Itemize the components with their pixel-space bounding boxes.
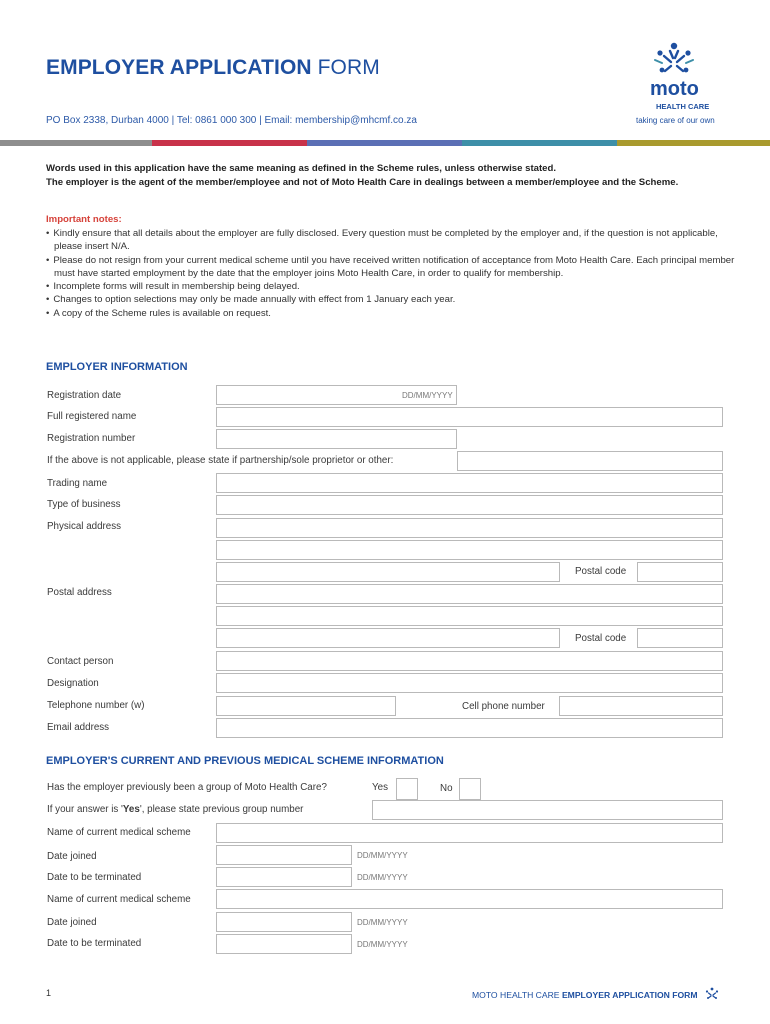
cell-phone-field[interactable]	[559, 696, 723, 716]
registration-number-label: Registration number	[47, 433, 136, 444]
intro-text: Words used in this application have the same meaning as defined in the Scheme rules, unless otherwise stated. The employer is the agent of the member/employee and not of Moto Health Care in dealings between a member/employee and the Scheme.	[46, 163, 679, 188]
logo-subbrand: HEALTH CARE	[656, 102, 710, 111]
physical-address-line-2[interactable]	[216, 540, 723, 560]
entity-type-field[interactable]	[457, 451, 723, 471]
footer-title: MOTO HEALTH CARE EMPLOYER APPLICATION FORM	[472, 987, 720, 1001]
full-name-label: Full registered name	[47, 411, 137, 422]
moto-logo-icon	[640, 40, 740, 80]
current-scheme-field-2[interactable]	[216, 889, 723, 909]
previous-group-no-checkbox[interactable]	[459, 778, 481, 800]
postal-address-label: Postal address	[47, 587, 112, 598]
date-terminated-label-1: Date to be terminated	[47, 872, 142, 883]
note-item: • A copy of the Scheme rules is available on request.	[46, 307, 736, 320]
previous-group-number-label: If your answer is 'Yes', please state previous group number	[47, 804, 304, 815]
date-joined-field-2[interactable]	[216, 912, 352, 932]
date-terminated-field-2[interactable]	[216, 934, 352, 954]
registration-date-hint: DD/MM/YYYY	[402, 391, 453, 400]
color-bar-blue	[307, 140, 462, 146]
date-terminated-label-2: Date to be terminated	[47, 938, 142, 949]
date-joined-label-1: Date joined	[47, 851, 97, 862]
contact-person-field[interactable]	[216, 651, 723, 671]
important-notes-heading: Important notes:	[46, 214, 122, 225]
yes-label: Yes	[372, 782, 388, 793]
registration-date-label: Registration date	[47, 390, 122, 401]
designation-label: Designation	[47, 678, 99, 689]
physical-address-line-3[interactable]	[216, 562, 560, 582]
physical-address-label: Physical address	[47, 521, 122, 532]
type-of-business-field[interactable]	[216, 495, 723, 515]
color-bar-teal	[462, 140, 617, 146]
note-item: • Incomplete forms will result in membership being delayed.	[46, 280, 736, 293]
type-of-business-label: Type of business	[47, 499, 121, 510]
page-number: 1	[46, 988, 52, 998]
note-item: • Please do not resign from your current medical scheme until you have received written notification of acceptance from Moto Health Care. Each principal member must have started employment by the date that the employer joins Moto Health Care, in order to qualify for membership.	[46, 254, 736, 281]
date-terminated-hint-2: DD/MM/YYYY	[357, 940, 408, 949]
telephone-field[interactable]	[216, 696, 396, 716]
date-joined-label-2: Date joined	[47, 917, 97, 928]
date-joined-hint-2: DD/MM/YYYY	[357, 918, 408, 927]
color-bar-grey	[0, 140, 152, 146]
page-title: EMPLOYER APPLICATION FORM	[46, 56, 380, 79]
date-terminated-hint-1: DD/MM/YYYY	[357, 873, 408, 882]
telephone-label: Telephone number (w)	[47, 700, 145, 711]
contact-person-label: Contact person	[47, 656, 114, 667]
not-applicable-label: If the above is not applicable, please state if partnership/sole proprietor or other:	[47, 455, 394, 466]
moto-small-logo-icon	[704, 987, 720, 1001]
designation-field[interactable]	[216, 673, 723, 693]
email-label: Email address	[47, 722, 110, 733]
cell-phone-label: Cell phone number	[462, 701, 545, 712]
color-bar-red	[152, 140, 307, 146]
physical-postal-code-field[interactable]	[637, 562, 723, 582]
date-joined-hint-1: DD/MM/YYYY	[357, 851, 408, 860]
date-terminated-field-1[interactable]	[216, 867, 352, 887]
registration-number-field[interactable]	[216, 429, 457, 449]
note-item: • Changes to option selections may only be made annually with effect from 1 January each year.	[46, 293, 736, 306]
moto-logo	[636, 40, 740, 128]
physical-postal-code-label: Postal code	[575, 566, 627, 577]
postal-address-line-2[interactable]	[216, 606, 723, 626]
current-scheme-label-1: Name of current medical scheme	[47, 827, 191, 838]
trading-name-label: Trading name	[47, 478, 108, 489]
important-notes-list	[46, 227, 736, 320]
postal-address-line-1[interactable]	[216, 584, 723, 604]
contact-details: PO Box 2338, Durban 4000 | Tel: 0861 000 300 | Email: membership@mhcmf.co.za	[46, 115, 417, 126]
scheme-info-heading: EMPLOYER'S CURRENT AND PREVIOUS MEDICAL SCHEME INFORMATION	[46, 755, 444, 767]
email-field[interactable]	[216, 718, 723, 738]
current-scheme-field-1[interactable]	[216, 823, 723, 843]
previous-group-label: Has the employer previously been a group of Moto Health Care?	[47, 782, 327, 793]
color-bar-olive	[617, 140, 770, 146]
logo-brand: moto	[650, 78, 699, 100]
postal-postal-code-label: Postal code	[575, 633, 627, 644]
physical-address-line-1[interactable]	[216, 518, 723, 538]
note-item: • Kindly ensure that all details about the employer are fully disclosed. Every question must be completed by the employer and, if the question is not applicable, please insert N/A.	[46, 227, 736, 254]
trading-name-field[interactable]	[216, 473, 723, 493]
employer-info-heading: EMPLOYER INFORMATION	[46, 361, 188, 373]
date-joined-field-1[interactable]	[216, 845, 352, 865]
previous-group-yes-checkbox[interactable]	[396, 778, 418, 800]
postal-postal-code-field[interactable]	[637, 628, 723, 648]
logo-tagline: taking care of our own	[636, 116, 715, 125]
no-label: No	[440, 783, 453, 794]
full-name-field[interactable]	[216, 407, 723, 427]
previous-group-number-field[interactable]	[372, 800, 723, 820]
postal-address-line-3[interactable]	[216, 628, 560, 648]
current-scheme-label-2: Name of current medical scheme	[47, 894, 191, 905]
